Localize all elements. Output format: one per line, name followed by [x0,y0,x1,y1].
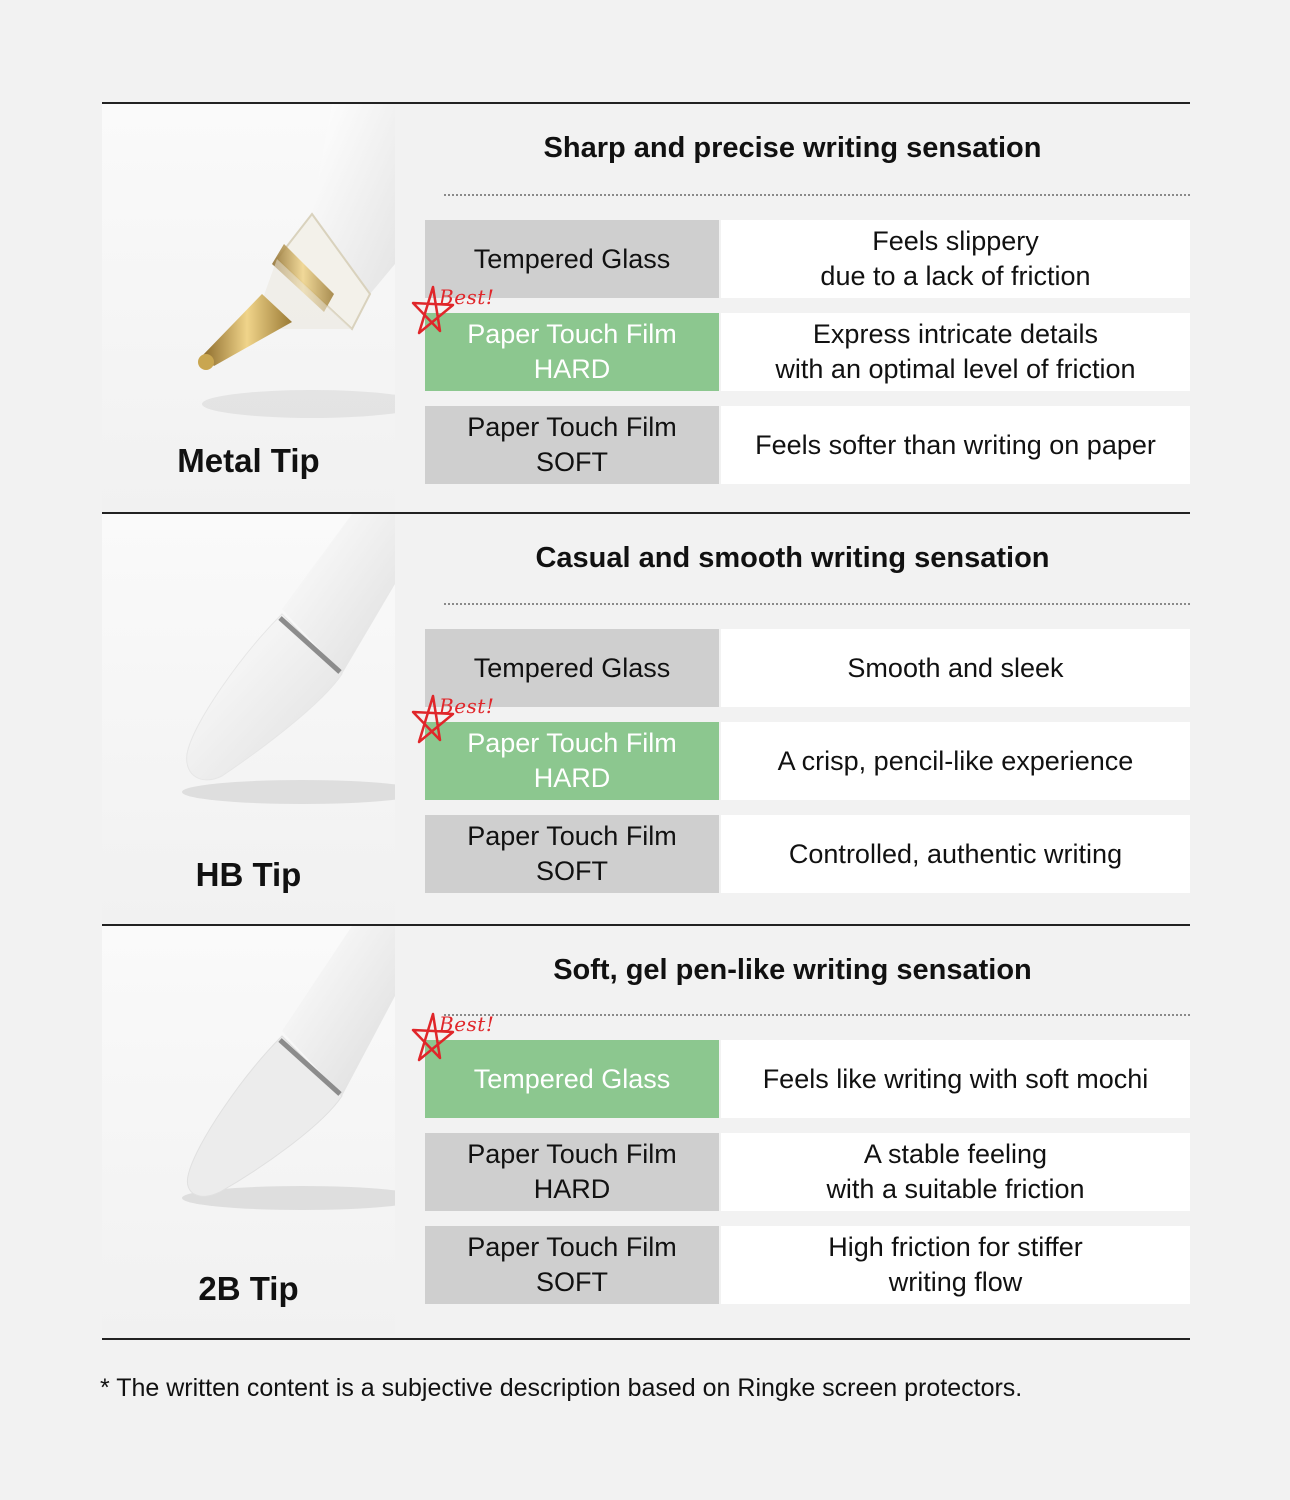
row-description: Express intricate details with an optimal level of friction [721,313,1190,391]
row-description: Controlled, authentic writing [721,815,1190,893]
tip-label: HB Tip [195,856,302,893]
row-label: Tempered Glass [425,1040,719,1118]
comparison-row-best [425,285,1190,391]
section-title: Casual and smooth writing sensation [535,542,1050,574]
comparison-row [425,220,1190,298]
row-label: Paper Touch Film HARD [425,313,719,391]
row-label: Paper Touch Film SOFT [425,1226,719,1304]
row-label: Paper Touch Film SOFT [425,406,719,484]
rule-bottom [102,1338,1190,1340]
section-metal-tip [102,104,1190,512]
row-label: Paper Touch Film HARD [425,1133,719,1211]
best-badge: Best! [409,283,509,343]
comparison-row-best [425,1012,1190,1118]
row-description: A stable feeling with a suitable friction [721,1133,1190,1211]
section-title: Soft, gel pen-like writing sensation [553,954,1032,986]
row-description: A crisp, pencil-like experience [721,722,1190,800]
comparison-row [425,1226,1190,1304]
row-description: Feels softer than writing on paper [721,406,1190,484]
row-label: Paper Touch Film SOFT [425,815,719,893]
row-label: Paper Touch Film HARD [425,722,719,800]
footnote: * The written content is a subjective description based on Ringke screen protectors. [100,1374,1023,1402]
section-title: Sharp and precise writing sensation [543,132,1042,164]
tip-label: Metal Tip [177,442,320,479]
section-2b-tip [102,926,1190,1334]
section-hb-tip [102,514,1190,922]
tip-label: 2B Tip [198,1270,299,1307]
row-description: Feels like writing with soft mochi [721,1040,1190,1118]
comparison-row-best [425,694,1190,800]
dotted-divider [444,1014,1190,1016]
comparison-row [425,406,1190,484]
row-description: High friction for stiffer writing flow [721,1226,1190,1304]
row-description: Feels slippery due to a lack of friction [721,220,1190,298]
best-badge: Best! [409,692,509,752]
dotted-divider [444,194,1190,196]
row-label: Tempered Glass [425,220,719,298]
best-badge: Best! [409,1010,509,1070]
comparison-row [425,629,1190,707]
row-label: Tempered Glass [425,629,719,707]
comparison-row [425,1133,1190,1211]
row-description: Smooth and sleek [721,629,1190,707]
dotted-divider [444,603,1190,605]
comparison-row [425,815,1190,893]
